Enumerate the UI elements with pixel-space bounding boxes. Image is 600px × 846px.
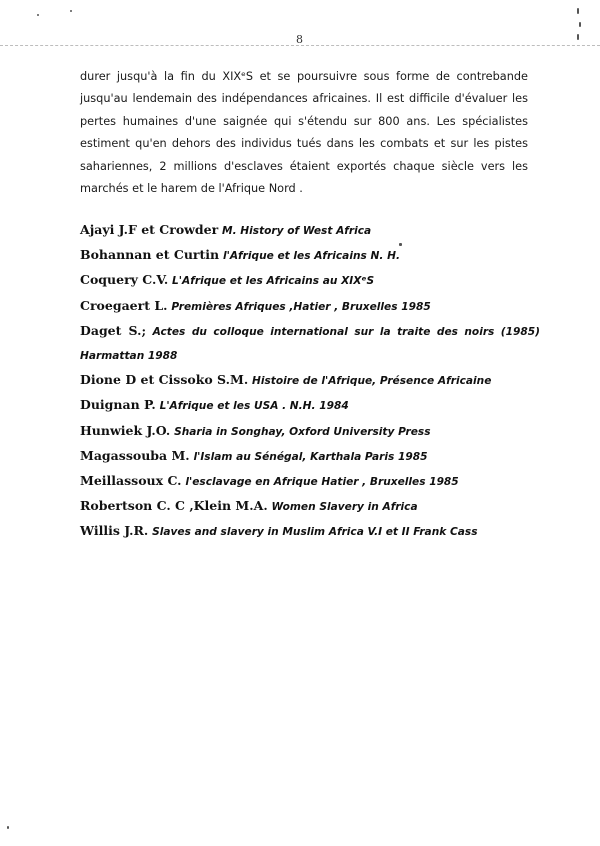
bibliography-entry — [80, 243, 540, 268]
entry-title: L'Afrique et les Africains au XIXᵉS — [172, 275, 375, 288]
entry-title: Sharia in Songhay, Oxford University Press — [174, 425, 431, 438]
entry-author: Hunwiek J.O. — [80, 422, 171, 438]
entry-title: L'Afrique et les USA . N.H. 1984 — [159, 400, 349, 413]
scan-speck — [577, 8, 579, 14]
bibliography-entry — [80, 368, 540, 393]
entry-title: l'esclavage en Afrique Hatier , Bruxelles 1985 — [185, 476, 459, 489]
entry-title: l'Islam au Sénégal, Karthala Paris 1985 — [193, 450, 428, 463]
entry-author: Meillassoux C. — [80, 473, 182, 489]
entry-author: Duignan P. — [80, 397, 156, 413]
entry-title: Slaves and slavery in Muslim Africa V.I et II Frank Cass — [152, 526, 478, 539]
entry-title: Histoire de l'Afrique, Présence Africaine — [252, 375, 492, 388]
entry-title: M. History of West Africa — [222, 225, 372, 237]
bibliography-entry — [80, 469, 540, 494]
bibliography-entry — [80, 319, 540, 368]
entry-author: Coquery C.V. — [80, 272, 169, 288]
entry-title: Women Slavery in Africa — [271, 501, 418, 514]
entry-author: Willis J.R. — [80, 523, 149, 539]
entry-author: Dione D et Cissoko S.M. — [80, 372, 249, 388]
entry-title: l'Afrique et les Africains N. H. — [222, 250, 400, 263]
scan-speck — [70, 10, 72, 12]
scan-speck — [579, 22, 581, 27]
scan-speck — [7, 826, 9, 829]
entry-author: Robertson C. C ,Klein M.A. — [80, 498, 268, 514]
entry-author: Daget S.; — [80, 322, 147, 338]
entry-title: Premières Afriques ,Hatier , Bruxelles 1985 — [171, 300, 431, 313]
bibliography-entry — [80, 494, 540, 519]
body-paragraph: durer jusqu'à la fin du XIXᵉS et se poursuivre sous forme de contrebande jusqu'au lendemain des indépendances africaines. Il est difficile d'évaluer les pertes humaines d'une saignée qui s'étendu sur 800 ans. Les spécialistes estiment qu'en dehors des individus tués dans les combats et sur les pistes sahariennes, 2 millions d'esclaves étaient exportés chaque siècle vers les marchés et le harem de l'Afrique Nord . — [80, 70, 528, 196]
bibliography-entry — [80, 519, 540, 544]
page-number: 8 — [296, 33, 303, 46]
bibliography-entry — [80, 444, 540, 469]
bibliography-list — [80, 218, 540, 545]
bibliography-entry — [80, 218, 540, 243]
bibliography-entry — [80, 419, 540, 444]
entry-title: Actes du colloque international sur la traite des noirs (1985) Harmattan 1988 — [80, 325, 540, 363]
entry-author: Bohannan et Curtin — [80, 247, 220, 263]
bibliography-entry — [80, 294, 540, 319]
bibliography-entry — [80, 393, 540, 418]
scan-speck — [37, 14, 39, 16]
entry-author: Ajayi J.F et Crowder — [80, 222, 219, 237]
bibliography-entry — [80, 268, 540, 293]
entry-author: Croegaert L. — [80, 297, 168, 313]
entry-author: Magassouba M. — [80, 447, 190, 463]
scan-speck — [577, 34, 579, 40]
